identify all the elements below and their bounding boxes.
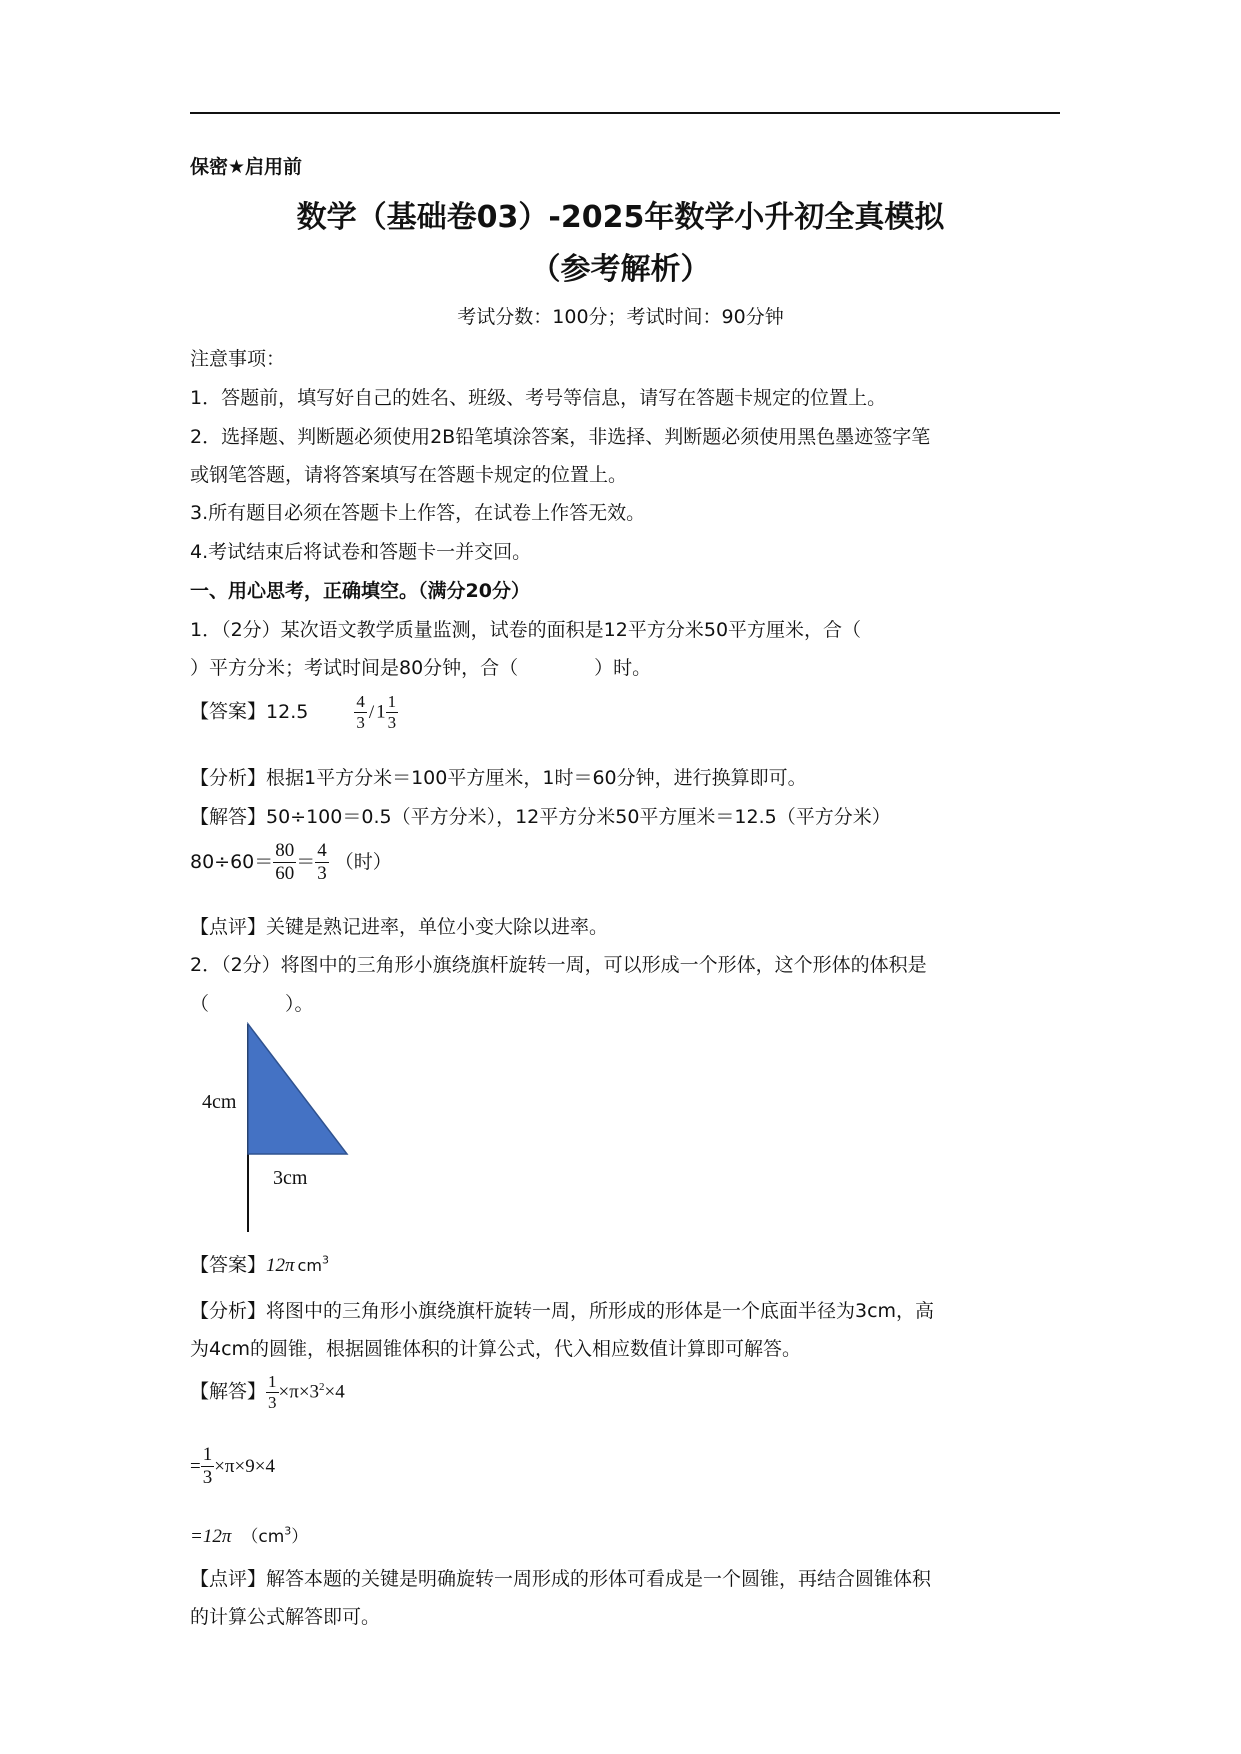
q2-step2-rest: ×π×9×4	[214, 1455, 275, 1477]
q2-answer	[190, 1250, 329, 1277]
q1-answer-value: 12.5	[266, 700, 309, 723]
q2-step1-tail: ×4	[324, 1381, 345, 1403]
q2-comment-line2: 的计算公式解答即可。	[190, 1606, 381, 1628]
q2-text-line2: （ ）。	[190, 993, 314, 1015]
q2-step3-value: =12π	[190, 1526, 232, 1547]
q2-step1-sup: 2	[319, 1381, 325, 1394]
q1-solution-fraction-a	[273, 840, 296, 885]
q1-sol-frac-a-den: 60	[275, 862, 295, 884]
q1-solution-fraction-b	[315, 840, 329, 885]
q2-answer-value: 12π	[266, 1255, 295, 1276]
q1-analysis: 【分析】根据1平方分米＝100平方厘米，1时＝60分钟，进行换算即可。	[190, 767, 807, 789]
q1-answer-label: 【答案】	[190, 700, 267, 723]
q2-text-line1: 2．（2分）将图中的三角形小旗绕旗杆旋转一周，可以形成一个形体，这个形体的体积是	[190, 954, 927, 976]
q2-solution-step2	[190, 1444, 275, 1489]
flag-triangle	[248, 1024, 347, 1154]
q1-text-line1: 1．（2分）某次语文教学质量监测，试卷的面积是12平方分米50平方厘米，合（	[190, 619, 862, 641]
q2-comment-line1: 【点评】解答本题的关键是明确旋转一周形成的形体可看成是一个圆锥，再结合圆锥体积	[190, 1568, 932, 1590]
q2-step1-fraction	[266, 1372, 279, 1412]
q2-solution-label: 【解答】	[190, 1380, 267, 1403]
q2-analysis-line2: 为4cm的圆锥，根据圆锥体积的计算公式，代入相应数值计算即可解答。	[190, 1338, 802, 1360]
q2-solution-step1	[190, 1372, 345, 1412]
q1-comment: 【点评】关键是熟记进率，单位小变大除以进率。	[190, 916, 609, 938]
q1-answer	[190, 692, 398, 732]
q1-answer-mixed-den: 3	[387, 712, 397, 732]
q2-solution-step3	[190, 1522, 308, 1548]
q1-solution-line2	[190, 840, 392, 885]
q2-step2-den: 3	[202, 1466, 213, 1488]
q1-answer-fraction	[354, 692, 367, 732]
notice-item-1: 1．答题前，填写好自己的姓名、班级、考号等信息，请写在答题卡规定的位置上。	[190, 387, 887, 409]
notice-item-2: 2．选择题、判断题必须使用2B铅笔填涂答案，非选择、判断题必须使用黑色墨迹签字笔	[190, 426, 931, 448]
section-1-heading: 一、用心思考，正确填空。（满分20分）	[190, 580, 530, 602]
q1-answer-mixed-num: 1	[387, 692, 397, 711]
q2-answer-unit: cm	[297, 1256, 322, 1275]
notice-item-3: 3.所有题目必须在答题卡上作答，在试卷上作答无效。	[190, 502, 646, 524]
q1-answer-mixed-whole: 1	[376, 701, 386, 723]
q2-step3-unit: （cm	[241, 1527, 285, 1547]
q1-answer-mixed-fraction	[386, 692, 399, 732]
q1-answer-frac-den: 3	[356, 712, 365, 732]
q2-step3-close: ）	[291, 1527, 309, 1547]
q2-step1-den: 3	[268, 1392, 277, 1412]
q2-step2-prefix: =	[190, 1455, 201, 1477]
notice-heading: 注意事项：	[190, 348, 286, 370]
q1-sol-frac-b-den: 3	[317, 862, 327, 884]
q2-step1-num: 1	[268, 1372, 277, 1391]
document-title: 数学（基础卷03）-2025年数学小升初全真模拟	[296, 200, 945, 235]
q2-analysis-line1: 【分析】将图中的三角形小旗绕旗杆旋转一周，所形成的形体是一个底面半径为3cm，高	[190, 1300, 935, 1322]
q1-answer-separator: /	[368, 701, 375, 723]
notice-item-4: 4.考试结束后将试卷和答题卡一并交回。	[190, 541, 532, 563]
q1-solution-division: 80÷60＝	[190, 850, 274, 873]
q1-solution-line1: 【解答】50÷100＝0.5（平方分米），12平方分米50平方厘米＝12.5（平方分米）	[190, 806, 891, 828]
q2-answer-unit-sup: 3	[321, 1253, 329, 1267]
confidential-label: 保密★启用前	[190, 156, 303, 178]
q2-answer-label: 【答案】	[190, 1254, 267, 1276]
figure-base-label: 3cm	[273, 1167, 308, 1189]
document-subtitle: （参考解析）	[530, 252, 711, 287]
q2-step2-fraction	[201, 1444, 215, 1489]
q1-solution-unit: （时）	[334, 850, 392, 873]
q1-sol-frac-b-num: 4	[317, 840, 327, 861]
q1-solution-equals: ＝	[296, 850, 316, 873]
q1-text-line2: ）平方分米；考试时间是80分钟，合（ ）时。	[190, 657, 652, 679]
q2-step2-num: 1	[202, 1444, 213, 1465]
header-rule	[190, 112, 1060, 114]
exam-info: 考试分数：100分；考试时间：90分钟	[457, 306, 784, 328]
q2-step1-rest: ×π×3	[278, 1381, 320, 1403]
notice-item-2-cont: 或钢笔答题，请将答案填写在答题卡规定的位置上。	[190, 464, 628, 486]
q1-answer-frac-num: 4	[356, 692, 365, 711]
q1-sol-frac-a-num: 80	[275, 840, 295, 861]
q2-step3-sup: 3	[284, 1524, 292, 1538]
triangle-flag-figure	[190, 1010, 370, 1240]
figure-height-label: 4cm	[202, 1091, 237, 1113]
